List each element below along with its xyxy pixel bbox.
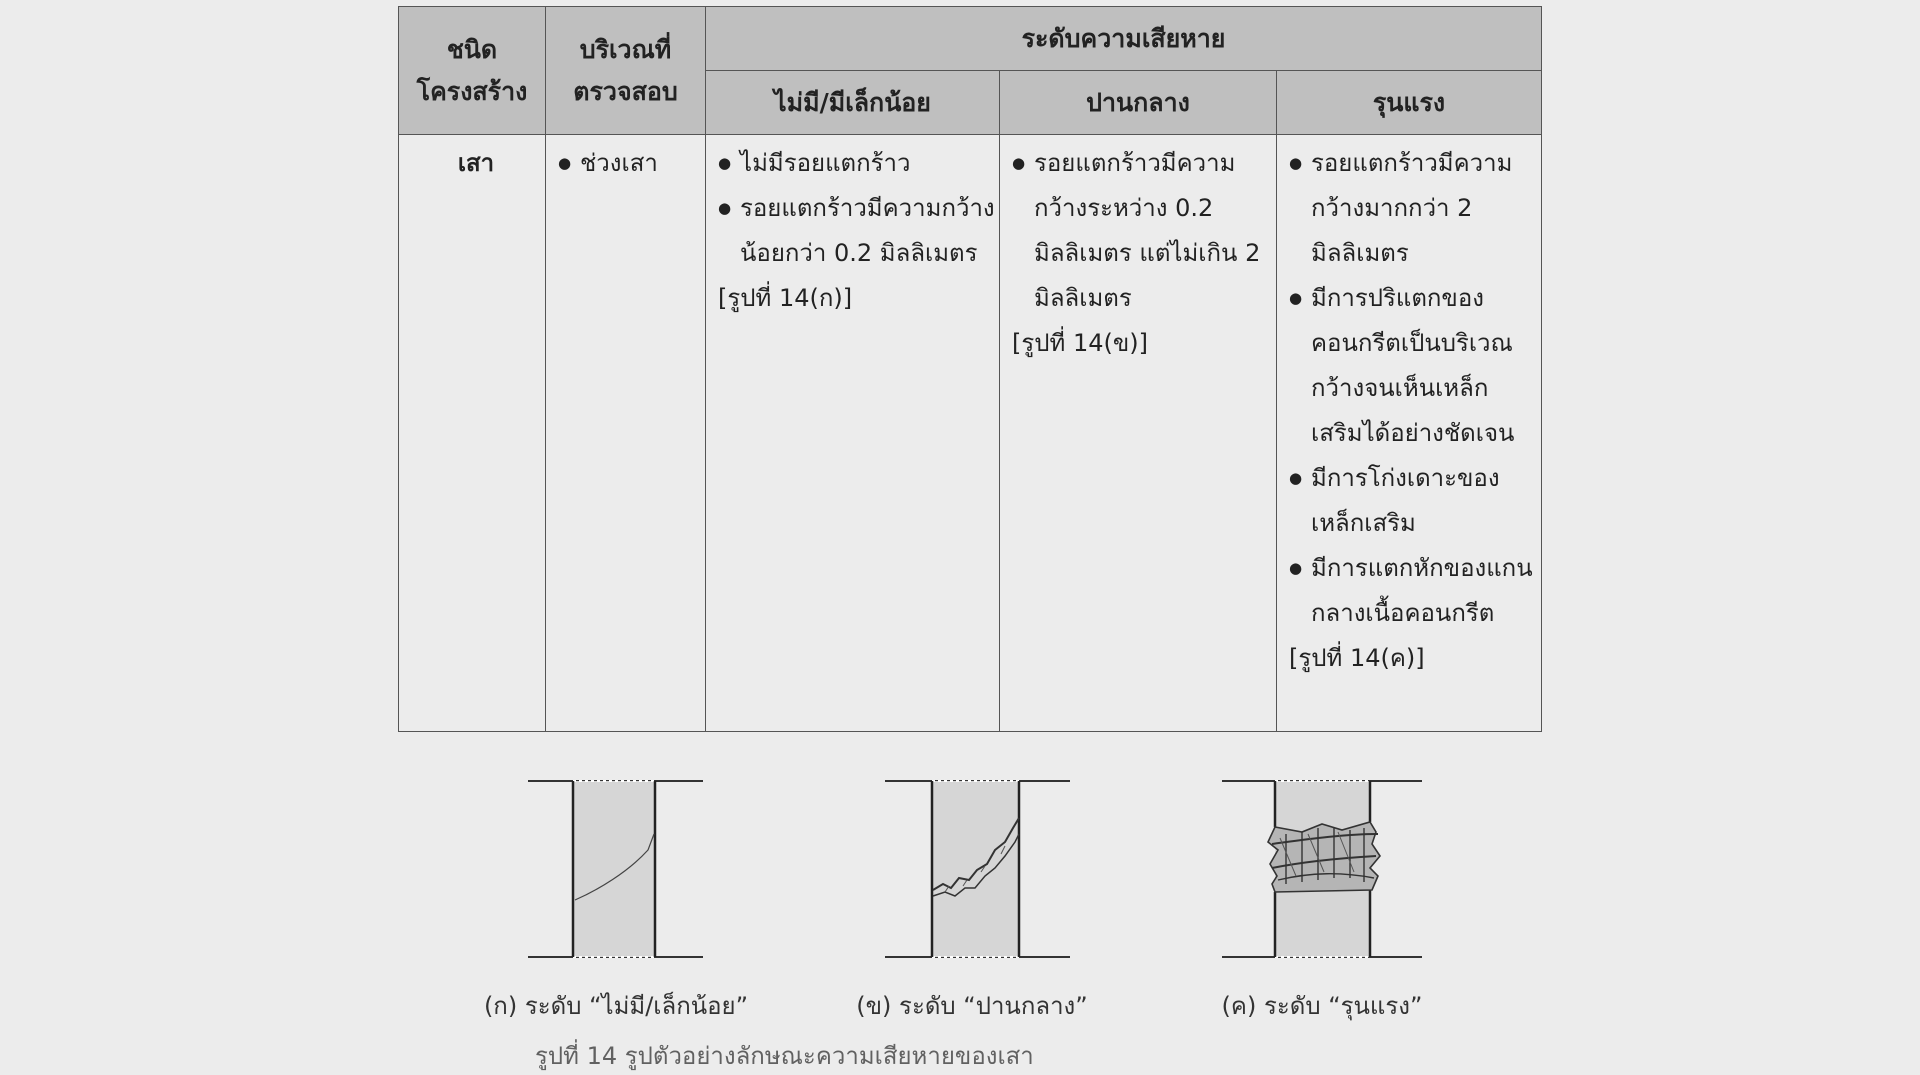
list-item: ● มีการแตกหักของแกนกลางเนื้อคอนกรีต <box>1289 546 1537 636</box>
figure-c-caption: (ค) ระดับ “รุนแรง” <box>1221 992 1423 1020</box>
figure-reference: [รูปที่ 14(ข)] <box>1012 329 1148 357</box>
list-item: ● ช่วงเสา <box>558 141 701 186</box>
table-row <box>399 135 1542 732</box>
column-severe-damage-illustration <box>1222 772 1422 962</box>
list-item: ● มีการโก่งเดาะของเหล็กเสริม <box>1289 456 1537 546</box>
header-damage-level: ระดับความเสียหาย <box>706 7 1542 71</box>
list-item: ● รอยแตกร้าวมีความกว้างระหว่าง 0.2 มิลลิเมตร แต่ไม่เกิน 2 มิลลิเมตร <box>1012 141 1272 321</box>
column-damage-figures <box>0 772 1920 1020</box>
header-structure-type <box>399 7 546 135</box>
header-inspection-area-label: บริเวณที่ ตรวจสอบ <box>573 34 678 106</box>
cell-level-moderate <box>1000 135 1277 732</box>
figure-b-caption: (ข) ระดับ “ปานกลาง” <box>856 992 1088 1020</box>
figure-b-moderate-damage <box>885 772 1070 962</box>
header-level-moderate: ปานกลาง <box>1000 71 1277 135</box>
figure-c-severe-damage <box>1222 772 1422 962</box>
column-moderate-crack-illustration <box>885 772 1070 962</box>
figure-a-caption: (ก) ระดับ “ไม่มี/เล็กน้อย” <box>483 992 749 1020</box>
header-structure-type-label: ชนิด โครงสร้าง <box>416 34 528 106</box>
figure-14-caption: รูปที่ 14 รูปตัวอย่างลักษณะความเสียหายของเสา <box>535 1042 1034 1070</box>
cell-level-severe <box>1277 135 1542 732</box>
header-level-none: ไม่มี/มีเล็กน้อย <box>706 71 1000 135</box>
header-inspection-area <box>546 7 706 135</box>
list-item: ● รอยแตกร้าวมีความกว้างมากกว่า 2 มิลลิเมตร <box>1289 141 1537 276</box>
damage-level-table <box>398 6 1542 732</box>
figure-a-minor-damage <box>528 772 703 962</box>
list-item: ● มีการปริแตกของคอนกรีตเป็นบริเวณกว้างจนเห็นเหล็กเสริมได้อย่างชัดเจน <box>1289 276 1537 456</box>
cell-level-none <box>706 135 1000 732</box>
figure-reference: [รูปที่ 14(ก)] <box>718 284 853 312</box>
header-level-severe: รุนแรง <box>1277 71 1542 135</box>
list-item: ● รอยแตกร้าวมีความกว้างน้อยกว่า 0.2 มิลลิเมตร <box>718 186 995 276</box>
cell-inspection-area <box>546 135 706 732</box>
column-minor-crack-illustration <box>528 772 703 962</box>
figure-reference: [รูปที่ 14(ค)] <box>1289 644 1425 672</box>
list-item: ● ไม่มีรอยแตกร้าว <box>718 141 995 186</box>
cell-structure-type: เสา <box>399 135 546 732</box>
